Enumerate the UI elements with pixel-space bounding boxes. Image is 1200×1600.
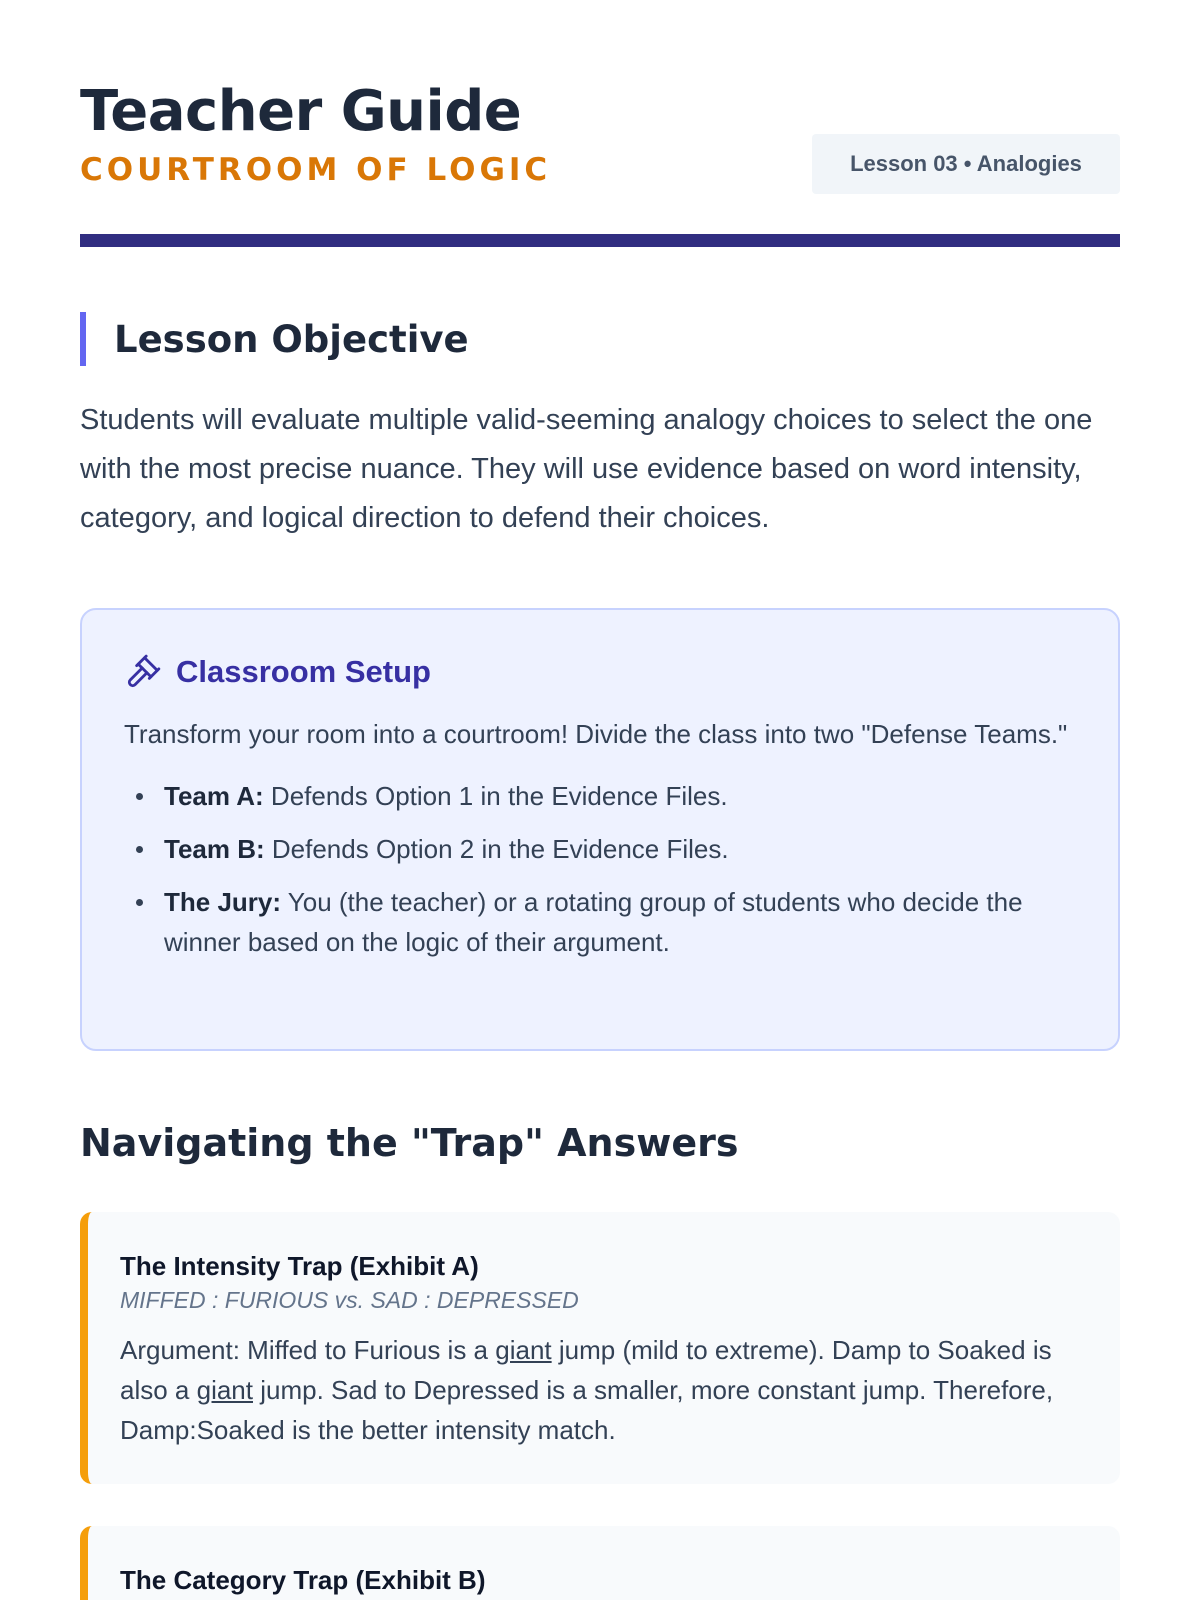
intensity-trap-card <box>80 1212 1120 1484</box>
team-a-label: Team A: <box>164 781 264 811</box>
jury-label: The Jury: <box>164 887 282 917</box>
team-b-label: Team B: <box>164 834 265 864</box>
classroom-setup-title: Classroom Setup <box>176 654 431 689</box>
header-divider <box>80 234 1120 247</box>
gavel-icon <box>124 653 162 691</box>
trap-answers-heading: Navigating the "Trap" Answers <box>80 1121 739 1165</box>
emphasis-giant: giant <box>495 1335 552 1365</box>
page-title: Teacher Guide <box>80 79 522 144</box>
list-item-team-b <box>124 829 1078 869</box>
classroom-setup-heading <box>124 650 1078 694</box>
team-list <box>124 776 1078 962</box>
jury-text: You (the teacher) or a rotating group of students who decide the winner based on the logic of their argument. <box>164 887 1023 957</box>
category-trap-title: The Category Trap (Exhibit B) <box>120 1565 486 1595</box>
intensity-trap-pair: MIFFED : FURIOUS vs. SAD : DEPRESSED <box>120 1287 579 1313</box>
list-item-jury <box>124 882 1078 962</box>
argument-text-part: Argument: Miffed to Furious is a <box>120 1335 496 1365</box>
list-item-team-a <box>124 776 1078 816</box>
page-subtitle: COURTROOM OF LOGIC <box>80 152 552 188</box>
intensity-trap-argument <box>120 1330 1080 1450</box>
category-trap-card <box>80 1526 1120 1600</box>
team-b-text: Defends Option 2 in the Evidence Files. <box>264 834 729 864</box>
lesson-objective-heading: Lesson Objective <box>80 312 1120 366</box>
page-header <box>80 0 1120 248</box>
team-a-text: Defends Option 1 in the Evidence Files. <box>263 781 728 811</box>
lesson-objective-text: Students will evaluate multiple valid-seeming analogy choices to select the one with the most precise nuance. They will use evidence based on word intensity, category, and logical direction to defend their choices. <box>80 404 1093 534</box>
intensity-trap-title: The Intensity Trap (Exhibit A) <box>120 1251 479 1281</box>
lesson-badge: Lesson 03 • Analogies <box>812 134 1120 194</box>
emphasis-giant: giant <box>196 1375 253 1405</box>
classroom-setup-intro: Transform your room into a courtroom! Divide the class into two "Defense Teams." <box>124 719 1068 749</box>
argument-text-part: jump. Sad to Depressed is a smaller, more constant jump. Therefore, Damp:Soaked is the better intensity match. <box>120 1375 1054 1445</box>
argument-text-part: jump (mild to extreme). Damp to Soaked is also a <box>120 1335 1052 1405</box>
classroom-setup-box <box>80 608 1120 1051</box>
lesson-objective-section <box>80 312 1120 543</box>
